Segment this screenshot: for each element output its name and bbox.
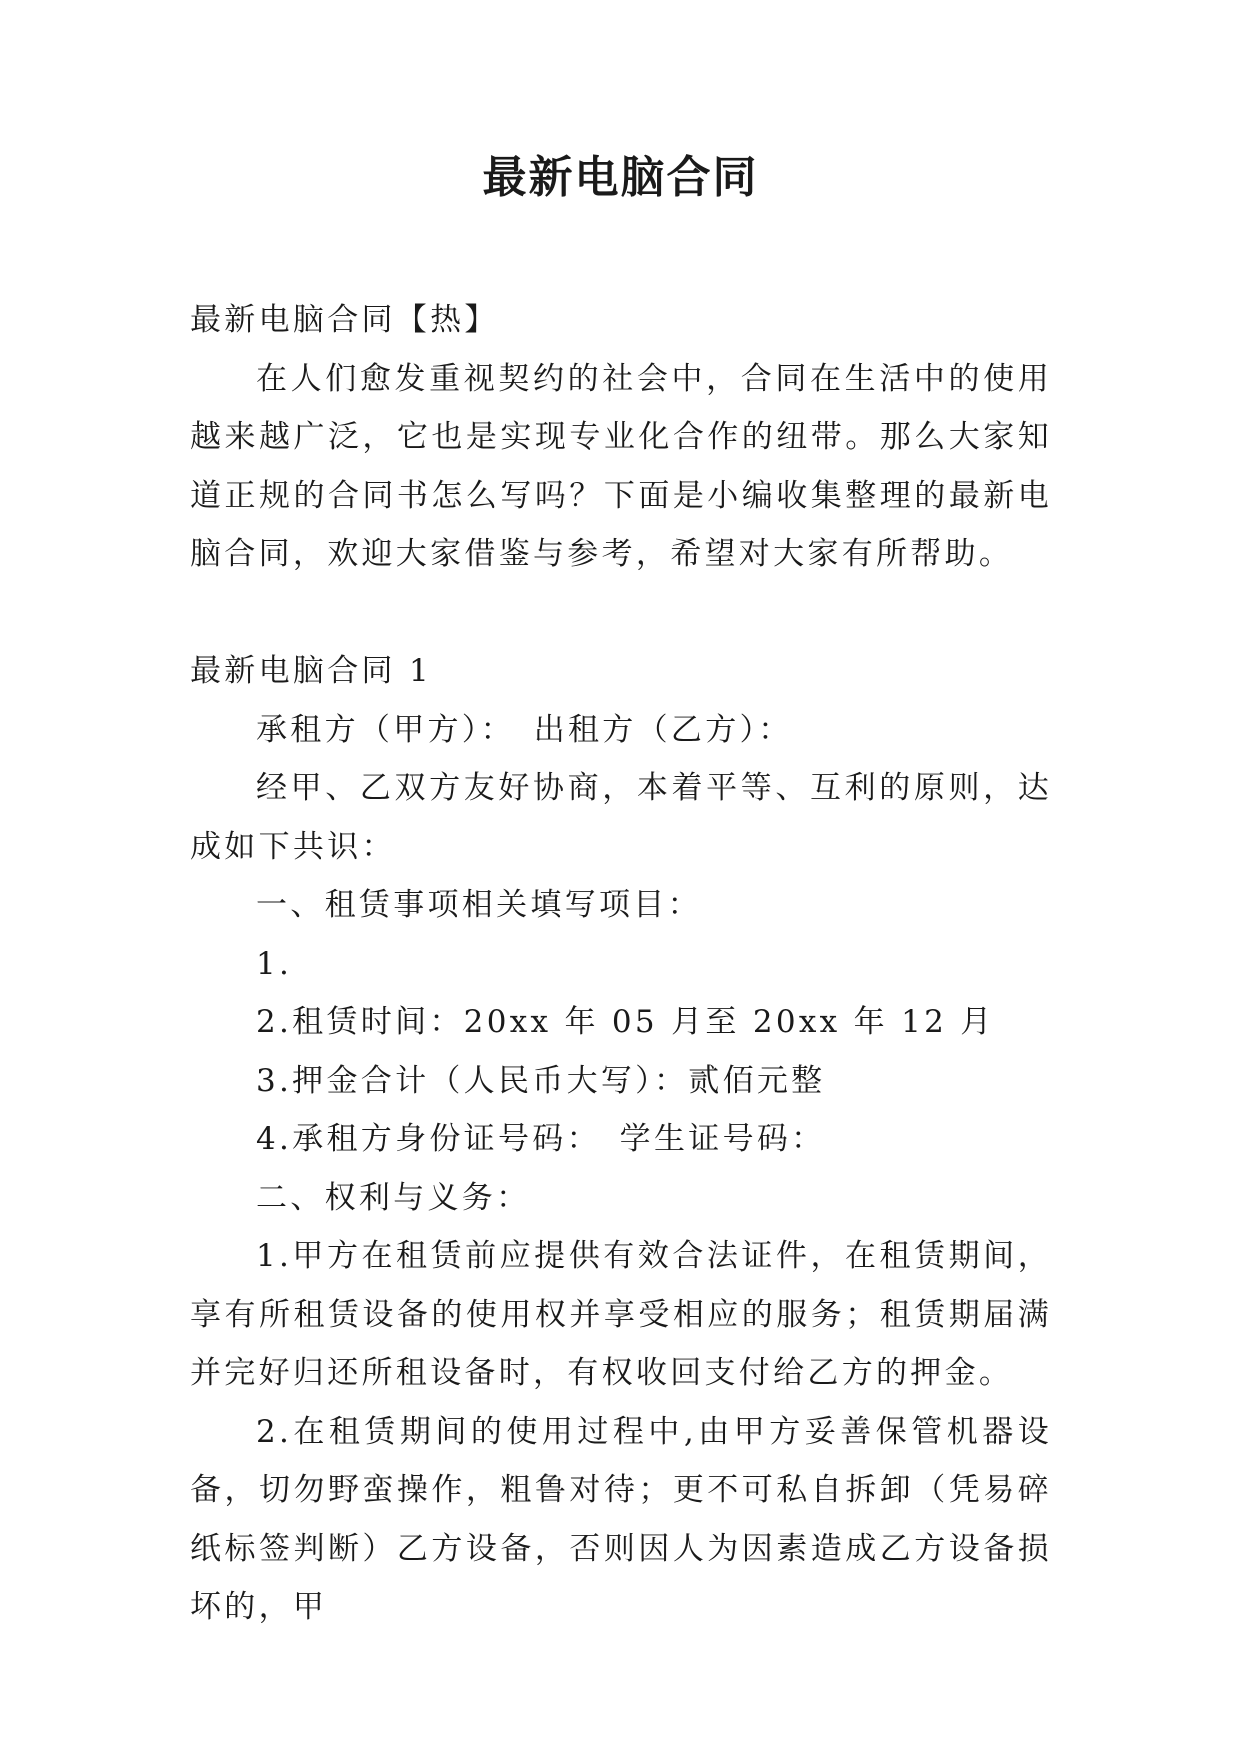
document-title: 最新电脑合同	[482, 152, 759, 203]
party-line: 承租方（甲方）： 出租方（乙方）：	[256, 711, 793, 748]
clause-heading-rental-items: 一、租赁事项相关填写项目：	[256, 887, 702, 923]
clause-heading-rights: 二、权利与义务：	[256, 1179, 531, 1216]
clause-item-id-number: 4.承租方身份证号码： 学生证号码：	[256, 1121, 826, 1157]
heading-line: 最新电脑合同【热】	[190, 302, 499, 338]
section-title: 最新电脑合同 1	[190, 653, 432, 689]
clause-item-rental-period: 2.租赁时间：20xx 年 05 月至 20xx 年 12 月	[256, 1004, 995, 1040]
clause-item-deposit: 3.押金合计（人民币大写）：贰佰元整	[256, 1062, 826, 1099]
document-body	[190, 291, 1052, 1637]
intro-paragraph: 在人们愈发重视契约的社会中，合同在生活中的使用越来越广泛，它也是实现专业化合作的纽带。那么大家知道正规的合同书怎么写吗？下面是小编收集整理的最新电脑合同，欢迎大家借鉴与参考，希望对大家有所帮助。	[190, 360, 1052, 572]
paragraph-spacer	[190, 584, 1052, 643]
rights-paragraph-1: 1.甲方在租赁前应提供有效合法证件，在租赁期间，享有所租赁设备的使用权并享受相应的服务；租赁期届满并完好归还所租设备时，有权收回支付给乙方的押金。	[190, 1238, 1052, 1391]
clause-item-1: 1.	[256, 945, 293, 982]
rights-paragraph-2: 2.在租赁期间的使用过程中,由甲方妥善保管机器设备，切勿野蛮操作，粗鲁对待；更不可私自拆卸（凭易碎纸标签判断）乙方设备，否则因人为因素造成乙方设备损坏的，甲	[190, 1413, 1052, 1625]
agreement-paragraph: 经甲、乙双方友好协商，本着平等、互利的原则，达成如下共识：	[190, 770, 1052, 865]
